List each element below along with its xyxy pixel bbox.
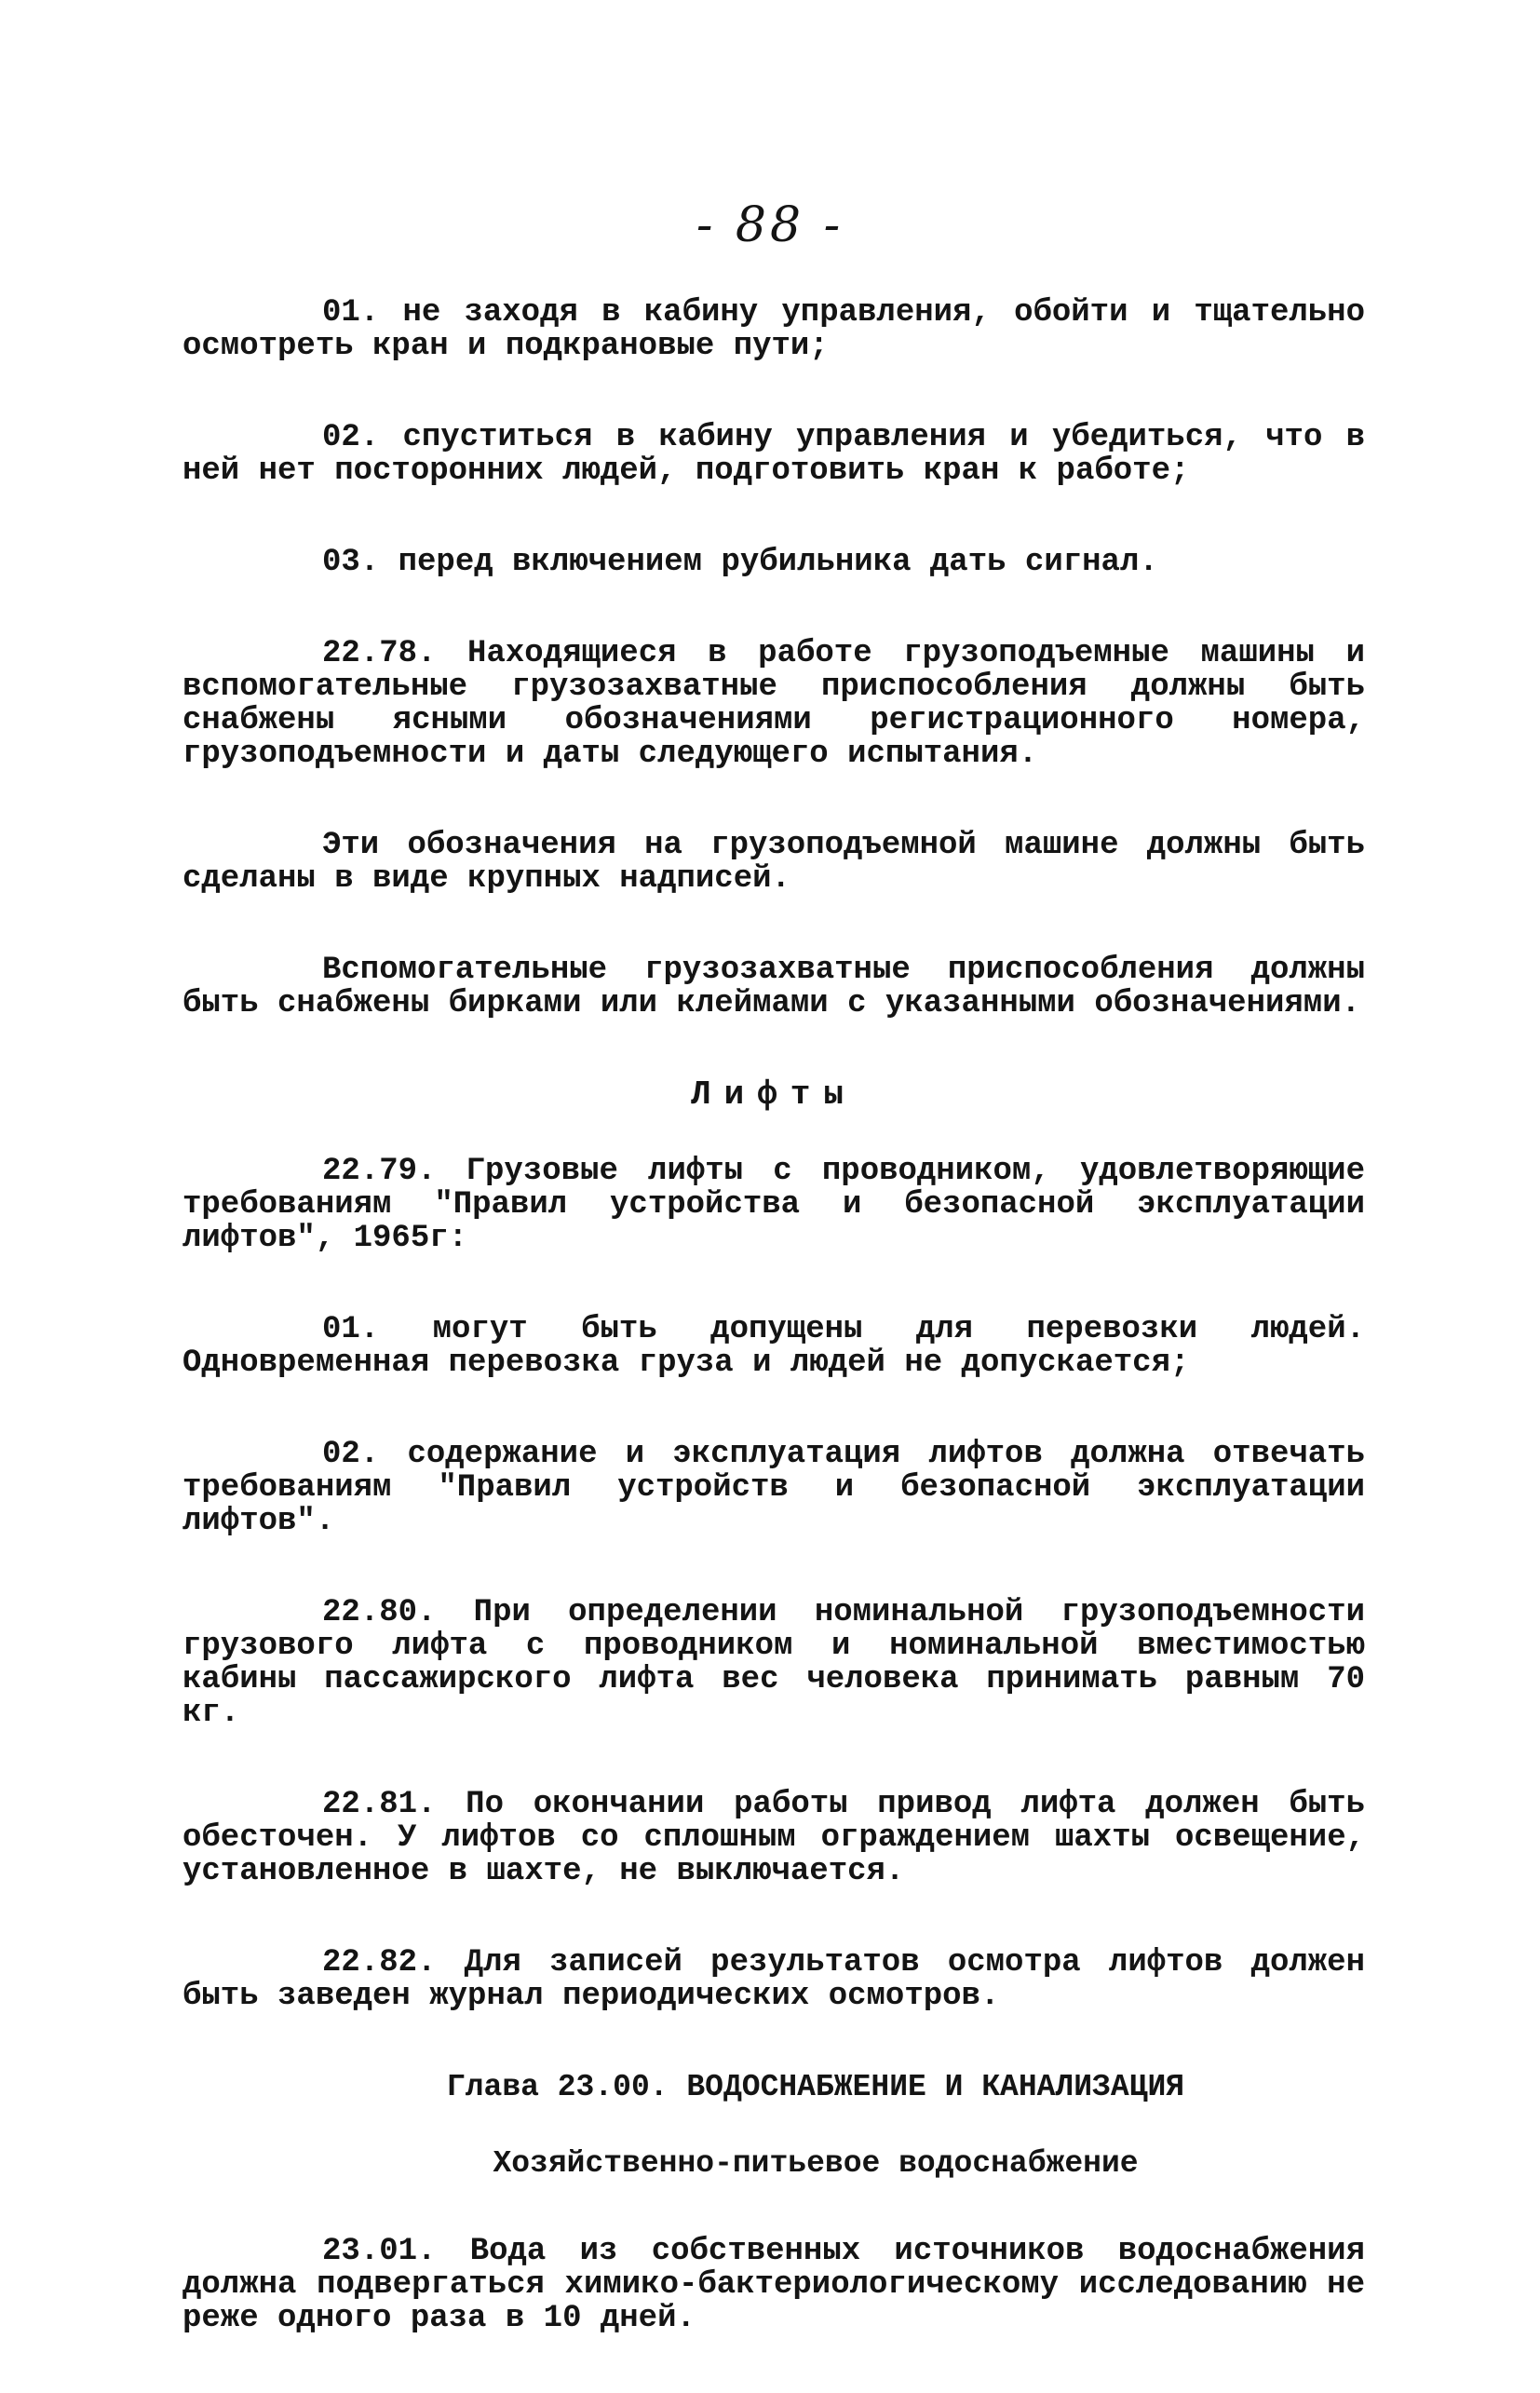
paragraph-lifts-maintenance: 02. содержание и эксплуатация лифтов должна отвечать требованиям "Правил устройств и безопасной эксплуатации лифтов". (182, 1437, 1365, 1539)
paragraph-crane-inspection: 01. не заходя в кабину управления, обойти и тщательно осмотреть кран и подкрановые пути; (182, 295, 1365, 364)
paragraph-22-78: 22.78. Находящиеся в работе грузоподъемные машины и вспомогательные грузозахватные приспособления должны быть снабжены ясными обозначениями регистрационного номера, грузоподъемности и даты следующего испытания. (182, 636, 1365, 772)
subsection-heading: Хозяйственно-питьевое водоснабжение (493, 2146, 1139, 2181)
paragraph-tags: Вспомогательные грузозахватные приспособления должны быть снабжены бирками или клеймами с указанными обозначениями. (182, 953, 1365, 1021)
chapter-heading: Глава 23.00. ВОДОСНАБЖЕНИЕ И КАНАЛИЗАЦИЯ (446, 2070, 1185, 2104)
paragraph-lifts-people: 01. могут быть допущены для перевозки людей. Одновременная перевозка груза и людей не допускается; (182, 1312, 1365, 1381)
paragraph-22-82: 22.82. Для записей результатов осмотра лифтов должен быть заведен журнал периодических осмотров. (182, 1945, 1365, 2014)
section-heading-lifts: Лифты (690, 1075, 858, 1114)
paragraph-22-80: 22.80. При определении номинальной грузоподъемности грузового лифта с проводником и номинальной вместимостью кабины пассажирского лифта вес человека принимать равным 70 кг. (182, 1595, 1365, 1731)
paragraph-crane-cabin: 02. спуститься в кабину управления и убедиться, что в ней нет посторонних людей, подготовить кран к работе; (182, 420, 1365, 489)
paragraph-markings: Эти обозначения на грузоподъемной машине должны быть сделаны в виде крупных надписей. (182, 828, 1365, 897)
paragraph-22-79: 22.79. Грузовые лифты с проводником, удовлетворяющие требованиям "Правил устройства и безопасной эксплуатации лифтов", 1965г: (182, 1154, 1365, 1256)
paragraph-23-01: 23.01. Вода из собственных источников водоснабжения должна подвергаться химико-бактериологическому исследованию не реже одного раза в 10 дней. (182, 2234, 1365, 2336)
paragraph-crane-signal: 03. перед включением рубильника дать сигнал. (322, 545, 1158, 580)
paragraph-22-81: 22.81. По окончании работы привод лифта должен быть обесточен. У лифтов со сплошным ограждением шахты освещение, установленное в шахте, не выключается. (182, 1787, 1365, 1889)
page-number: - 88 - (696, 197, 844, 253)
document-body (182, 296, 1365, 2393)
